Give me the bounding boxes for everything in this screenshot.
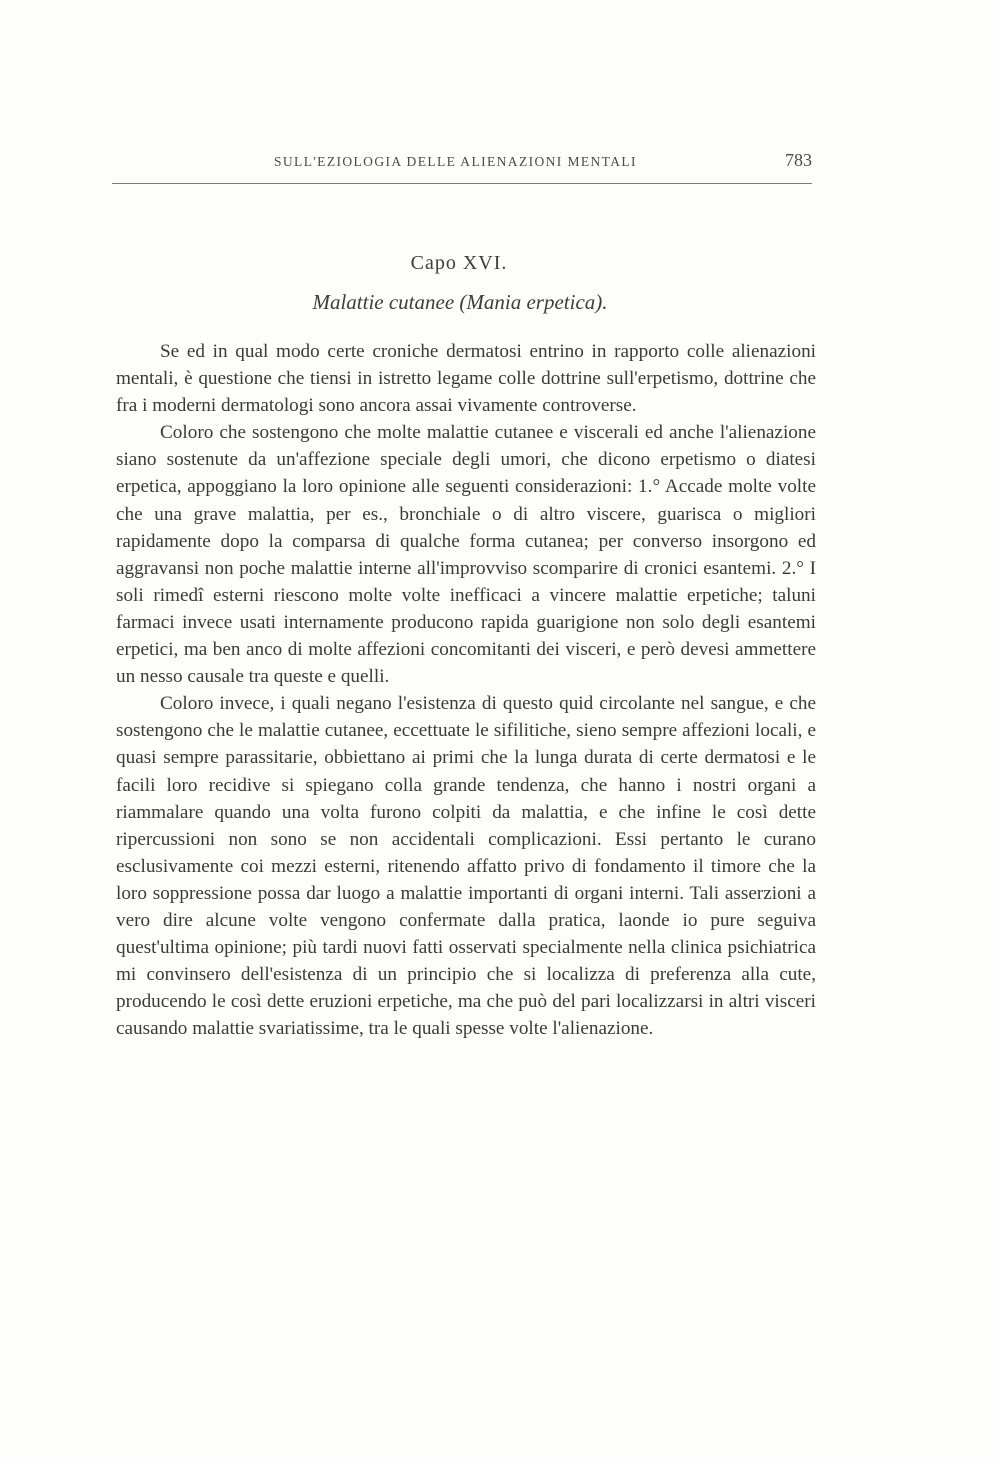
body-text	[116, 338, 816, 1042]
chapter-title: Capo XVI.	[410, 252, 508, 274]
paragraph-1: Se ed in qual modo certe croniche dermatosi entrino in rapporto colle alienazioni mentali, è questione che tiensi in istretto legame colle dottrine sull'erpetismo, dottrine che fra i moderni dermatologi sono ancora assai vivamente controverse.	[116, 341, 816, 417]
chapter-subtitle: Malattie cutanee (Mania erpetica).	[312, 290, 608, 314]
header-rule	[112, 183, 812, 184]
page-number: 783	[785, 150, 812, 170]
running-head	[112, 150, 816, 186]
running-title: SULL'EZIOLOGIA DELLE ALIENAZIONI MENTALI	[274, 154, 637, 169]
paragraph-2: Coloro che sostengono che molte malattie cutanee e viscerali ed anche l'alienazione siano sostenute da un'affezione speciale degli umori, che dicono erpetismo o diatesi erpetica, appoggiano la loro opinione alle seguenti considerazioni: 1.° Accade molte volte che una grave malattia, per es., bronchiale o di altro viscere, guarisca o migliori rapidamente dopo la comparsa di qualche forma cutanea; per converso insorgono ed aggravansi non poche malattie interne all'improvviso scomparire di cronici esantemi. 2.° I soli rimedî esterni riescono molte volte inefficaci a vincere malattie erpetiche; taluni farmaci invece usati internamente producono rapida guarigione non solo degli esantemi erpetici, ma ben anco di molte affezioni concomitanti dei visceri, e però devesi ammettere un nesso causale tra queste e quelli.	[116, 422, 816, 688]
paragraph-3: Coloro invece, i quali negano l'esistenza di questo quid circolante nel sangue, e che sostengono che le malattie cutanee, eccettuate le sifilitiche, sieno sempre affezioni locali, e quasi sempre parassitarie, obbiettano ai primi che la lunga durata di certe dermatosi e le facili loro recidive si spiegano colla grande tendenza, che hanno i nostri organi a riammalare quando una volta furono colpiti da malattia, e che infine le così dette ripercussioni non sono se non accidentali complicazioni. Essi pertanto le curano esclusivamente coi mezzi esterni, ritenendo affatto privo di fondamento il timore che la loro soppressione possa dar luogo a malattie importanti di organi interni. Tali asserzioni a vero dire alcune volte vengono confermate dalla pratica, laonde io pure seguiva quest'ultima opinione; più tardi nuovi fatti osservati specialmente nella clinica psichiatrica mi convinsero dell'esistenza di un principio che si localizza di preferenza alla cute, producendo le così dette eruzioni erpetiche, ma che può del pari localizzarsi in altri visceri causando malattie svariatissime, tra le quali spesse volte l'alienazione.	[116, 693, 816, 1040]
